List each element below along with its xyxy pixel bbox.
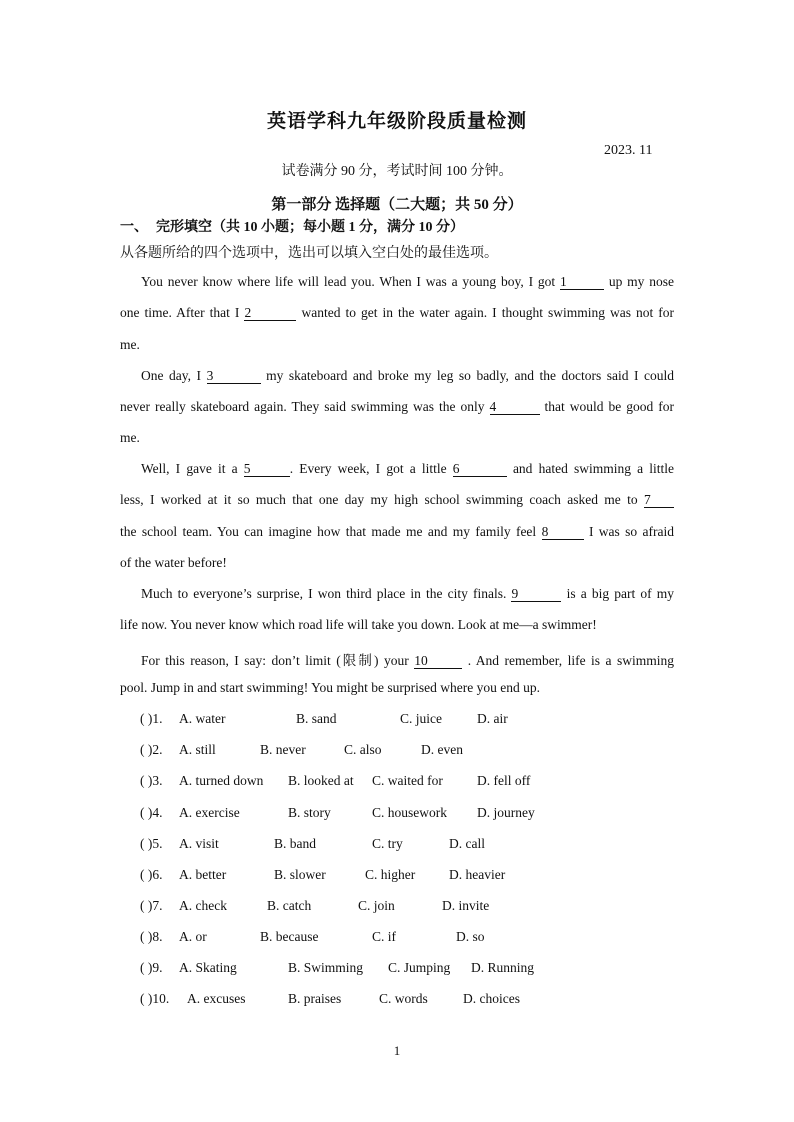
- blank-3: 3: [207, 369, 261, 384]
- option-b: B. Swimming: [288, 960, 364, 975]
- option-a: A. still: [179, 742, 216, 757]
- option-d: D. fell off: [477, 773, 531, 788]
- passage-line: less, I worked at it so much that one day my high school swimming coach asked me to 7: [120, 492, 674, 508]
- passage-line: life now. You never know which road life will take you down. Look at me—a swimmer!: [120, 617, 597, 632]
- option-b: B. praises: [288, 991, 342, 1006]
- blank-4: 4: [490, 400, 540, 415]
- blank-2: 2: [244, 306, 296, 321]
- answer-bracket: ( )7.: [140, 898, 163, 913]
- option-a: A. better: [179, 867, 227, 882]
- option-c: C. Jumping: [388, 960, 451, 975]
- option-d: D. choices: [463, 991, 520, 1006]
- option-d: D. invite: [442, 898, 490, 913]
- option-c: C. if: [372, 929, 397, 944]
- blank-7: 7: [644, 493, 674, 508]
- option-a: A. exercise: [179, 805, 240, 820]
- passage-line: Well, I gave it a 5 . Every week, I got a little 6 and hated swimming a little: [141, 461, 675, 476]
- option-a: A. visit: [179, 836, 219, 851]
- answer-bracket: ( )1.: [140, 711, 163, 726]
- option-b: B. sand: [296, 711, 337, 726]
- option-a: A. or: [179, 929, 207, 944]
- option-d: D. even: [421, 742, 463, 757]
- answer-bracket: ( )3.: [140, 773, 163, 788]
- option-d: D. air: [477, 711, 508, 726]
- option-d: D. journey: [477, 805, 535, 820]
- passage-line: never really skateboard again. They said swimming was the only 4 that would be good for: [120, 399, 675, 414]
- option-b: B. band: [274, 836, 316, 851]
- answer-bracket: ( )4.: [140, 805, 163, 820]
- blank-8: 8: [542, 525, 584, 540]
- option-c: C. higher: [365, 867, 416, 882]
- option-b: B. looked at: [288, 773, 354, 788]
- exam-title: 英语学科九年级阶段质量检测: [266, 111, 527, 132]
- passage-line: of the water before!: [120, 555, 227, 570]
- exam-info: 试卷满分 90 分，考试时间 100 分钟。: [281, 164, 513, 179]
- option-d: D. call: [449, 836, 485, 851]
- passage-line: You never know where life will lead you. When I was a young boy, I got 1 up my nose: [141, 274, 675, 289]
- option-b: B. never: [260, 742, 306, 757]
- passage-line: me.: [120, 430, 140, 445]
- answer-bracket: ( )9.: [140, 960, 163, 975]
- option-c: C. also: [344, 742, 382, 757]
- section-heading: [120, 216, 464, 236]
- blank-10: 10: [414, 654, 462, 669]
- section-number: 一、: [120, 220, 148, 235]
- option-d: D. Running: [471, 960, 535, 975]
- blank-9: 9: [511, 587, 561, 602]
- option-a: A. turned down: [179, 773, 264, 788]
- option-c: C. waited for: [372, 773, 443, 788]
- passage-line: the school team. You can imagine how that made me and my family feel 8 I was so afraid: [120, 524, 675, 539]
- option-a: A. excuses: [187, 991, 246, 1006]
- answer-bracket: ( )2.: [140, 742, 163, 757]
- option-c: C. join: [358, 898, 395, 913]
- part-title: 第一部分 选择题（二大题；共 50 分）: [271, 197, 523, 213]
- option-b: B. slower: [274, 867, 326, 882]
- section-instruction: 从各题所给的四个选项中，选出可以填入空白处的最佳选项。: [120, 246, 498, 261]
- answer-bracket: ( )6.: [140, 867, 163, 882]
- blank-6: 6: [453, 462, 507, 477]
- section-title: 完形填空（共 10 小题；每小题 1 分，满分 10 分）: [156, 220, 464, 235]
- passage-line: one time. After that I 2 wanted to get in the water again. I thought swimming was not for: [120, 305, 675, 320]
- blank-5: 5: [244, 462, 290, 477]
- answer-bracket: ( )10.: [140, 991, 170, 1006]
- passage-line: For this reason, I say: don’t limit (限制) your 10 . And remember, life is a swimming: [141, 653, 674, 668]
- passage-line: One day, I 3 my skateboard and broke my leg so badly, and the doctors said I could: [141, 368, 675, 383]
- blank-1: 1: [560, 275, 604, 290]
- passage-line: Much to everyone’s surprise, I won third place in the city finals. 9 is a big part of my: [141, 586, 675, 601]
- option-b: B. story: [288, 805, 331, 820]
- option-d: D. heavier: [449, 867, 506, 882]
- option-a: A. check: [179, 898, 227, 913]
- option-b: B. because: [260, 929, 319, 944]
- option-d: D. so: [456, 929, 485, 944]
- option-b: B. catch: [267, 898, 312, 913]
- answer-bracket: ( )5.: [140, 836, 163, 851]
- passage-line: me.: [120, 337, 140, 352]
- option-c: C. juice: [400, 711, 442, 726]
- option-c: C. try: [372, 836, 403, 851]
- exam-date: 2023. 11: [604, 143, 653, 158]
- option-c: C. housework: [372, 805, 447, 820]
- answer-bracket: ( )8.: [140, 929, 163, 944]
- option-c: C. words: [379, 991, 428, 1006]
- option-a: A. Skating: [179, 960, 237, 975]
- page-number: 1: [393, 1043, 401, 1058]
- passage-line: pool. Jump in and start swimming! You might be surprised where you end up.: [120, 680, 540, 695]
- option-a: A. water: [179, 711, 226, 726]
